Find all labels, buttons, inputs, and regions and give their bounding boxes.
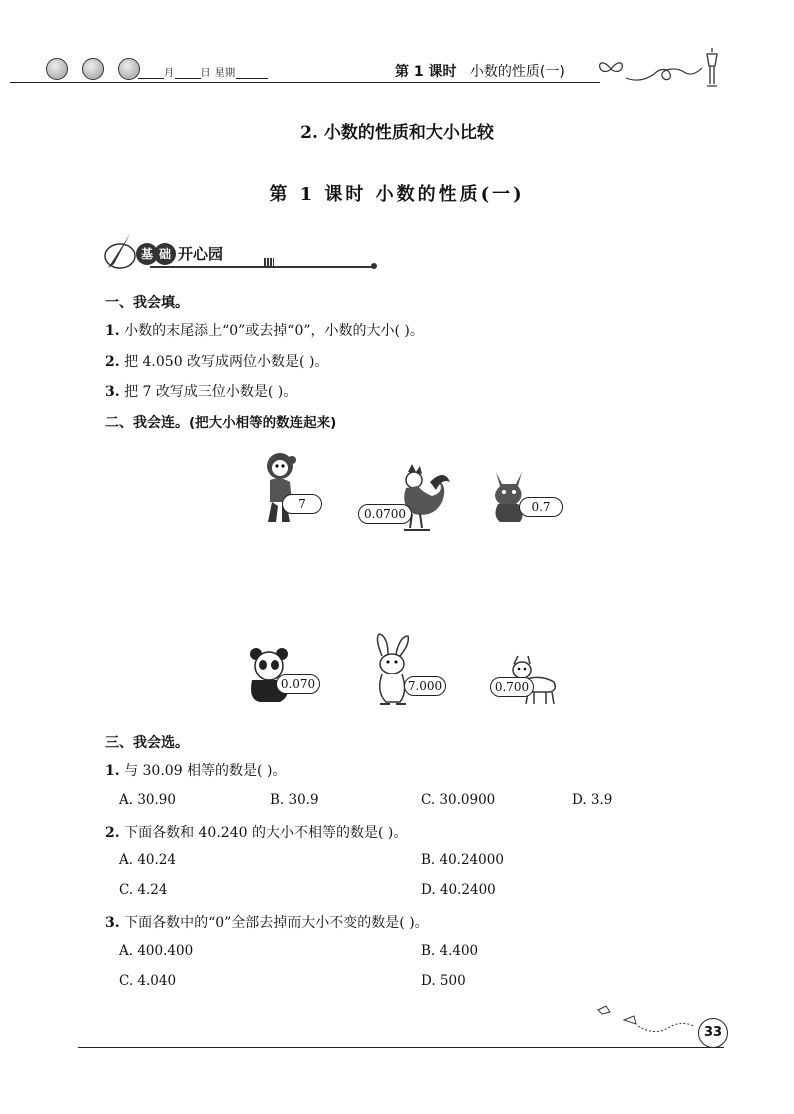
footer-swirl-icon [594,1002,698,1038]
number-bubble[interactable]: 0.700 [490,677,534,697]
page-number: 33 [698,1018,728,1048]
option-b[interactable]: B. 4.400 [421,943,479,959]
badge-rule [150,266,372,268]
footer-rule [78,1047,724,1048]
option-d[interactable]: D. 3.9 [572,792,613,808]
option-a[interactable]: A. 400.400 [119,943,194,959]
paintbrush-icon [102,232,136,272]
badge-circle-chu: 础 [154,243,176,265]
header-lesson-title: 第 1 课时 小数的性质(一) [395,64,565,80]
option-b[interactable]: B. 30.9 [270,792,319,808]
mc-question-3: 3. 下面各数中的“0”全部去掉而大小不变的数是( )。 [105,915,429,931]
badge-square-icon [264,258,274,266]
option-d[interactable]: D. 40.2400 [421,882,496,898]
lamp-post-icon [702,46,722,88]
badge-circle-ji: 基 [136,243,158,265]
option-c[interactable]: C. 30.0900 [421,792,496,808]
header-rule [10,82,600,83]
mc-question-1: 1. 与 30.09 相等的数是( )。 [105,763,287,779]
number-bubble[interactable]: 0.0700 [358,504,412,524]
question-1: 1. 小数的末尾添上“0”或去掉“0”，小数的大小( )。 [105,323,424,339]
option-a[interactable]: A. 30.90 [119,792,176,808]
option-a[interactable]: A. 40.24 [119,852,176,868]
monkey-icon [258,450,308,528]
badge-label: 开心园 [178,245,224,263]
question-2: 2. 把 4.050 改写成两位小数是( )。 [105,354,329,370]
part2-heading: 二、我会连。(把大小相等的数连起来) [105,415,337,431]
number-bubble[interactable]: 0.7 [519,497,563,517]
butterfly-icon [596,58,626,80]
number-bubble[interactable]: 7.000 [404,676,446,696]
rabbit-icon [366,632,420,708]
chapter-title: 2. 小数的性质和大小比较 [300,123,494,143]
question-3: 3. 把 7 改写成三位小数是( )。 [105,384,298,400]
option-d[interactable]: D. 500 [421,973,466,989]
badge-dot [371,263,377,269]
smiley-face-icon [46,58,68,80]
option-b[interactable]: B. 40.24000 [421,852,504,868]
number-bubble[interactable]: 0.070 [276,674,320,694]
rooster-icon [386,462,454,536]
option-c[interactable]: C. 4.040 [119,973,177,989]
option-c[interactable]: C. 4.24 [119,882,168,898]
part1-heading: 一、我会填。 [105,295,189,311]
part3-heading: 三、我会选。 [105,735,189,751]
mc-question-2: 2. 下面各数和 40.240 的大小不相等的数是( )。 [105,825,408,841]
swirl-decoration-icon [624,60,704,84]
fox-icon [486,466,540,526]
lesson-title: 第 1 课时 小数的性质(一) [269,184,525,205]
smiley-face-icon [118,58,140,80]
smiley-face-icon [82,58,104,80]
number-bubble[interactable]: 7 [282,494,322,514]
date-fields: 月 日 星期 [138,64,268,79]
